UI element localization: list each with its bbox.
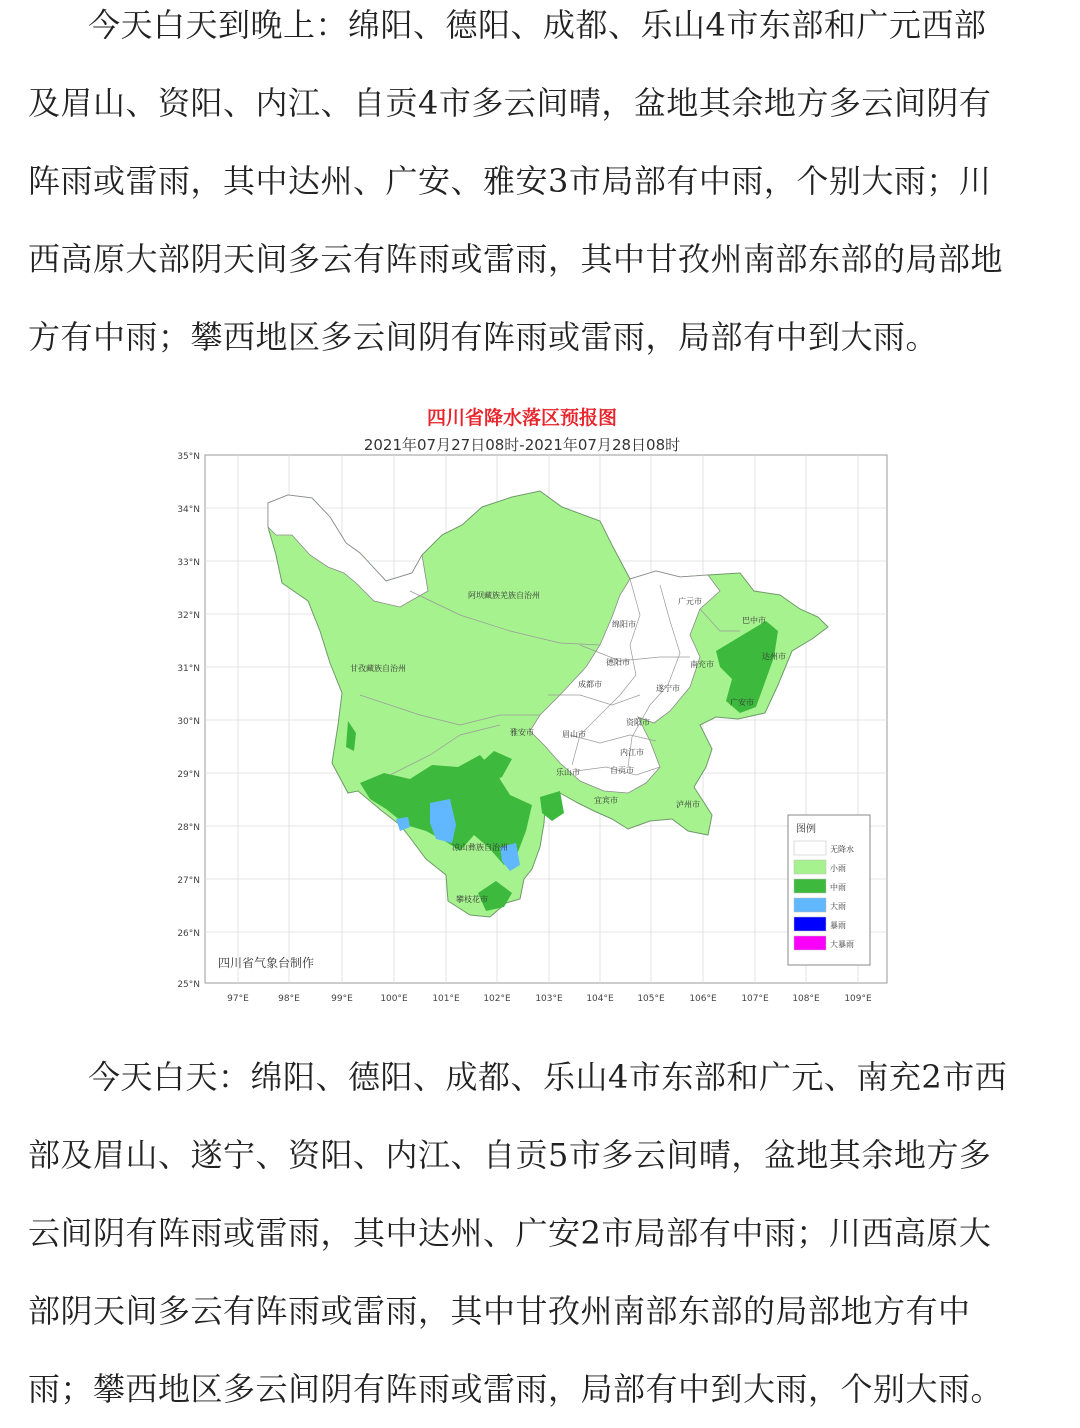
lat-label: 33°N (177, 558, 200, 568)
place-label: 巴中市 (742, 616, 766, 625)
lat-label: 31°N (177, 664, 200, 674)
place-label: 成都市 (578, 680, 602, 689)
paragraph-line: 今天白天到晚上：绵阳、德阳、成都、乐山4市东部和广元西部 (88, 6, 987, 44)
place-label: 阿坝藏族羌族自治州 (468, 591, 540, 600)
place-label: 德阳市 (606, 658, 630, 667)
legend-label: 中雨 (830, 883, 846, 892)
place-label: 绵阳市 (612, 620, 636, 629)
place-label: 遂宁市 (656, 684, 680, 693)
paragraph-line: 部及眉山、遂宁、资阳、内江、自贡5市多云间晴，盆地其余地方多 (28, 1136, 992, 1174)
lon-label: 106°E (689, 994, 717, 1004)
paragraph-line: 方有中雨；攀西地区多云间阴有阵雨或雷雨，局部有中到大雨。 (28, 318, 939, 356)
lon-label: 109°E (844, 994, 872, 1004)
lon-label: 99°E (331, 994, 353, 1004)
place-label: 资阳市 (626, 718, 650, 727)
place-label: 广元市 (678, 597, 702, 606)
precipitation-forecast-map (160, 395, 900, 1015)
place-label: 宜宾市 (594, 796, 618, 805)
place-label: 眉山市 (562, 730, 586, 739)
place-label: 雅安市 (510, 728, 534, 737)
paragraph-line: 阵雨或雷雨，其中达州、广安、雅安3市局部有中雨，个别大雨；川 (28, 162, 992, 200)
legend-swatch (794, 917, 826, 931)
legend-swatch (794, 860, 826, 874)
map-legend (788, 815, 870, 965)
lon-label: 102°E (483, 994, 511, 1004)
lat-label: 35°N (177, 452, 200, 462)
lon-label: 108°E (792, 994, 820, 1004)
lon-label: 104°E (586, 994, 614, 1004)
place-label: 攀枝花市 (456, 895, 488, 904)
place-label: 内江市 (620, 748, 644, 757)
legend-swatch (794, 898, 826, 912)
place-label: 泸州市 (676, 800, 700, 809)
lat-label: 30°N (177, 717, 200, 727)
paragraph-line: 今天白天：绵阳、德阳、成都、乐山4市东部和广元、南充2市西 (88, 1058, 1008, 1096)
legend-label: 大雨 (830, 902, 846, 911)
place-label: 达州市 (762, 652, 786, 661)
place-label: 广安市 (730, 698, 754, 707)
place-label: 自贡市 (610, 766, 634, 775)
legend-label: 暴雨 (830, 921, 846, 930)
legend-title: 图例 (796, 824, 816, 835)
paragraph-line: 部阴天间多云有阵雨或雷雨，其中甘孜州南部东部的局部地方有中 (28, 1292, 971, 1330)
legend-label: 无降水 (830, 845, 854, 854)
place-label: 甘孜藏族自治州 (350, 664, 406, 673)
map-subtitle: 2021年07月27日08时-2021年07月28日08时 (363, 436, 681, 454)
map-credit: 四川省气象台制作 (218, 956, 315, 970)
lat-label: 34°N (177, 505, 200, 515)
lat-label: 27°N (177, 876, 200, 886)
legend-swatch (794, 936, 826, 950)
lat-label: 25°N (177, 980, 200, 990)
legend-label: 小雨 (830, 864, 846, 873)
lon-label: 101°E (432, 994, 460, 1004)
lat-label: 32°N (177, 611, 200, 621)
place-label: 南充市 (690, 660, 714, 669)
paragraph-line: 及眉山、资阳、内江、自贡4市多云间晴，盆地其余地方多云间阴有 (28, 84, 992, 122)
paragraph-line: 雨；攀西地区多云间阴有阵雨或雷雨，局部有中到大雨，个别大雨。 (28, 1370, 1004, 1408)
lon-label: 105°E (637, 994, 665, 1004)
place-label: 凉山彝族自治州 (452, 843, 508, 852)
lon-label: 100°E (380, 994, 408, 1004)
forecast-paragraph-1 (28, 0, 1068, 376)
map-title: 四川省降水落区预报图 (426, 407, 618, 429)
lat-label: 29°N (177, 770, 200, 780)
lon-label: 107°E (741, 994, 769, 1004)
lat-label: 28°N (177, 823, 200, 833)
lon-label: 97°E (227, 994, 249, 1004)
lon-label: 103°E (535, 994, 563, 1004)
lat-label: 26°N (177, 929, 200, 939)
forecast-paragraph-2 (28, 1038, 1068, 1428)
legend-swatch (794, 841, 826, 855)
place-label: 乐山市 (556, 768, 580, 777)
legend-label: 大暴雨 (830, 940, 854, 949)
legend-swatch (794, 879, 826, 893)
paragraph-line: 云间阴有阵雨或雷雨，其中达州、广安2市局部有中雨；川西高原大 (28, 1214, 992, 1252)
lon-label: 98°E (278, 994, 300, 1004)
paragraph-line: 西高原大部阴天间多云有阵雨或雷雨，其中甘孜州南部东部的局部地 (28, 240, 1004, 278)
